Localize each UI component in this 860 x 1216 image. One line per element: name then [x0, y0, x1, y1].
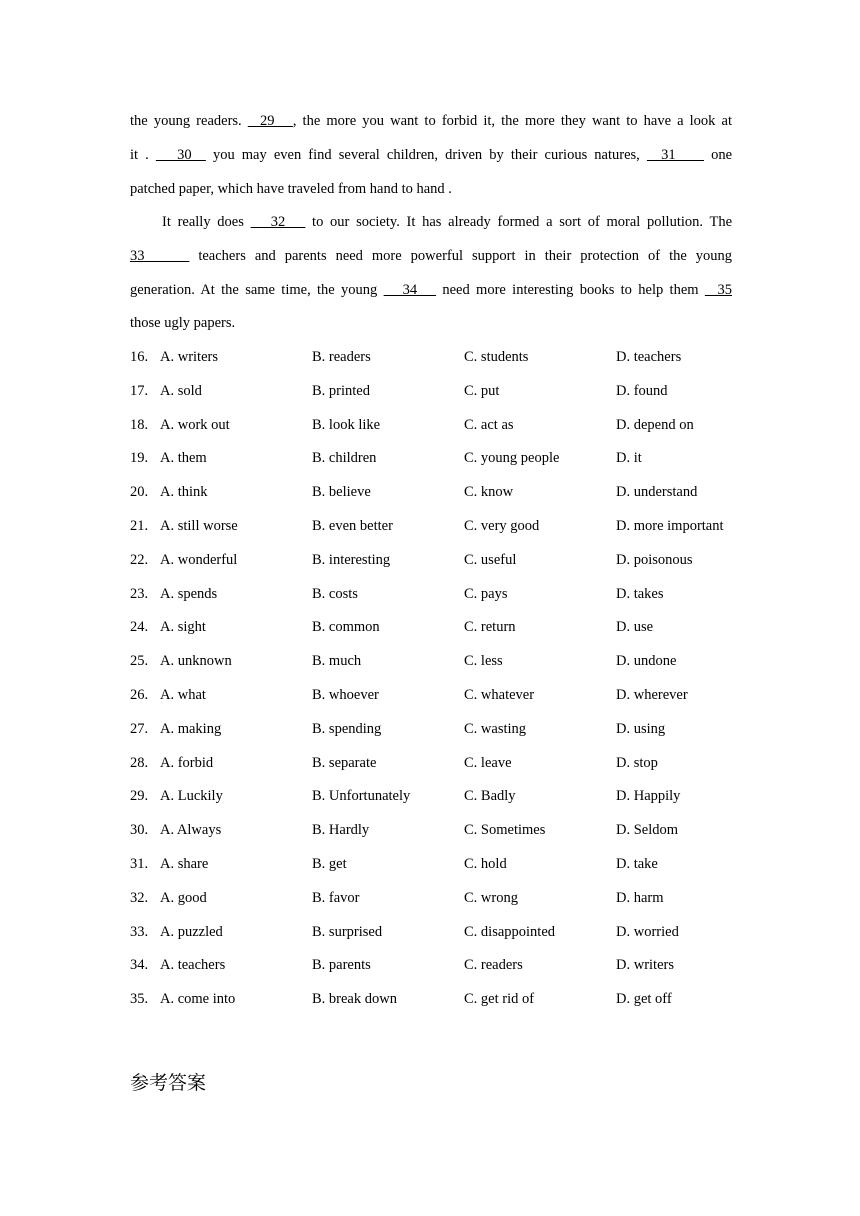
question-row: [130, 645, 750, 679]
option-a: A. Always: [160, 822, 222, 839]
question-number: 23.: [130, 585, 149, 602]
option-c: C. pays: [464, 585, 508, 602]
option-a: A. Luckily: [160, 788, 223, 805]
option-a: A. spends: [160, 585, 218, 602]
question-row: [130, 679, 750, 713]
option-b: B. even better: [312, 517, 393, 534]
option-b: B. common: [312, 619, 380, 636]
blank-31: 31: [646, 146, 704, 163]
option-d: D. more important: [616, 517, 724, 534]
question-row: [130, 882, 750, 916]
question-row: [130, 949, 750, 983]
option-c: C. whatever: [464, 686, 535, 703]
option-c: C. less: [464, 653, 503, 670]
option-a: A. wonderful: [160, 551, 238, 568]
passage-text: patched paper, which have traveled from hand to hand .: [130, 180, 452, 197]
option-d: D. harm: [616, 889, 664, 906]
question-number: 30.: [130, 822, 149, 839]
blank-30: 30: [155, 146, 206, 163]
question-number: 32.: [130, 889, 149, 906]
option-b: B. believe: [312, 484, 371, 501]
passage-line: [130, 240, 732, 274]
option-d: D. depend on: [616, 416, 694, 433]
passage-paragraph-1: [130, 105, 732, 206]
passage-line: [130, 274, 732, 308]
option-b: B. costs: [312, 585, 358, 602]
question-number: 20.: [130, 484, 149, 501]
blank-35: 35: [704, 281, 732, 298]
option-a: A. good: [160, 889, 207, 906]
option-b: B. children: [312, 450, 377, 467]
question-number: 28.: [130, 754, 149, 771]
answer-heading: 参考答案: [130, 1072, 207, 1094]
blank-33: 33: [130, 247, 190, 264]
passage-line: [130, 139, 732, 173]
passage-line: [130, 307, 732, 341]
passage-text: need more interesting books to help them: [436, 281, 705, 298]
option-a: A. think: [160, 484, 208, 501]
question-row: [130, 916, 750, 950]
option-b: B. much: [312, 653, 362, 670]
question-number: 24.: [130, 619, 149, 636]
option-d: D. takes: [616, 585, 664, 602]
question-row: [130, 375, 750, 409]
option-c: C. readers: [464, 957, 523, 974]
question-number: 19.: [130, 450, 149, 467]
passage-line: [130, 173, 732, 207]
option-d: D. Seldom: [616, 822, 679, 839]
question-row: [130, 814, 750, 848]
question-row: [130, 442, 750, 476]
question-row: [130, 341, 750, 375]
option-a: A. come into: [160, 991, 236, 1008]
question-number: 21.: [130, 517, 149, 534]
option-d: D. undone: [616, 653, 677, 670]
question-number: 17.: [130, 382, 149, 399]
option-c: C. know: [464, 484, 514, 501]
passage-text: teachers and parents need more powerful support in their protection of the young: [189, 247, 733, 264]
option-a: A. forbid: [160, 754, 214, 771]
option-d: D. writers: [616, 957, 674, 974]
option-d: D. wherever: [616, 686, 688, 703]
option-c: C. Sometimes: [464, 822, 546, 839]
option-c: C. disappointed: [464, 923, 556, 940]
option-a: A. still worse: [160, 517, 238, 534]
option-b: B. whoever: [312, 686, 379, 703]
option-b: B. get: [312, 855, 347, 872]
option-a: A. what: [160, 686, 206, 703]
passage-text: to our society. It has already formed a sort of moral pollution. The: [305, 214, 732, 230]
question-number: 35.: [130, 991, 149, 1008]
option-b: B. printed: [312, 382, 370, 399]
option-a: A. them: [160, 450, 207, 467]
option-d: D. get off: [616, 991, 672, 1008]
option-b: B. readers: [312, 349, 371, 365]
question-number: 31.: [130, 855, 149, 872]
question-number: 16.: [130, 349, 149, 365]
option-d: D. take: [616, 855, 658, 872]
question-row: [130, 747, 750, 781]
option-c: C. get rid of: [464, 991, 535, 1008]
option-c: C. useful: [464, 551, 517, 568]
option-d: D. teachers: [616, 349, 682, 365]
question-row: [130, 578, 750, 612]
option-b: B. break down: [312, 991, 397, 1008]
option-a: A. teachers: [160, 957, 226, 974]
option-b: B. surprised: [312, 923, 383, 940]
option-a: A. unknown: [160, 653, 232, 670]
option-b: B. Unfortunately: [312, 788, 411, 805]
option-a: A. puzzled: [160, 923, 223, 940]
option-d: D. Happily: [616, 788, 681, 805]
question-number: 34.: [130, 957, 149, 974]
question-number: 26.: [130, 686, 149, 703]
passage-text: generation. At the same time, the young: [130, 281, 384, 298]
option-c: C. wrong: [464, 889, 518, 906]
option-b: B. spending: [312, 720, 382, 737]
question-number: 22.: [130, 551, 149, 568]
question-number: 25.: [130, 653, 149, 670]
option-c: C. Badly: [464, 788, 516, 805]
passage-line: [130, 105, 732, 139]
option-c: C. act as: [464, 416, 514, 433]
option-a: A. sold: [160, 382, 202, 399]
passage-text: , the more you want to forbid it, the more they want to have a look at: [292, 113, 733, 129]
passage-text: one: [703, 146, 732, 163]
option-c: C. students: [464, 349, 529, 365]
passage-paragraph-2: [130, 206, 732, 341]
question-number: 27.: [130, 720, 149, 737]
question-row: [130, 983, 750, 1017]
blank-34: 34: [383, 281, 437, 298]
question-number: 33.: [130, 923, 149, 940]
option-d: D. understand: [616, 484, 698, 501]
question-number: 18.: [130, 416, 149, 433]
option-b: B. parents: [312, 957, 371, 974]
option-c: C. leave: [464, 754, 512, 771]
question-row: [130, 848, 750, 882]
option-d: D. using: [616, 720, 666, 737]
passage-text: It really does: [162, 214, 251, 230]
blank-29: 29: [247, 113, 293, 129]
option-c: C. put: [464, 382, 500, 399]
option-c: C. hold: [464, 855, 507, 872]
passage-text: those ugly papers.: [130, 315, 236, 332]
option-d: D. poisonous: [616, 551, 693, 568]
question-row: [130, 476, 750, 510]
question-number: 29.: [130, 788, 149, 805]
option-a: A. work out: [160, 416, 230, 433]
passage-text: it .: [130, 146, 156, 163]
passage-line: [130, 206, 732, 240]
question-options-list: [130, 341, 750, 1017]
option-b: B. look like: [312, 416, 381, 433]
question-row: [130, 780, 750, 814]
question-row: [130, 510, 750, 544]
option-d: D. it: [616, 450, 642, 467]
option-d: D. found: [616, 382, 668, 399]
option-d: D. worried: [616, 923, 679, 940]
option-c: C. wasting: [464, 720, 527, 737]
option-b: B. Hardly: [312, 822, 370, 839]
option-d: D. use: [616, 619, 654, 636]
question-row: [130, 713, 750, 747]
option-a: A. making: [160, 720, 222, 737]
option-b: B. favor: [312, 889, 360, 906]
option-c: C. young people: [464, 450, 560, 467]
question-row: [130, 611, 750, 645]
option-a: A. sight: [160, 619, 206, 636]
option-b: B. interesting: [312, 551, 391, 568]
option-c: C. very good: [464, 517, 540, 534]
option-a: A. writers: [160, 349, 218, 365]
blank-32: 32: [250, 214, 306, 230]
passage-text: the young readers.: [130, 113, 248, 129]
option-d: D. stop: [616, 754, 658, 771]
option-a: A. share: [160, 855, 209, 872]
question-row: [130, 409, 750, 443]
question-row: [130, 544, 750, 578]
passage-text: you may even find several children, driven by their curious natures,: [205, 146, 647, 163]
option-c: C. return: [464, 619, 516, 636]
option-b: B. separate: [312, 754, 377, 771]
